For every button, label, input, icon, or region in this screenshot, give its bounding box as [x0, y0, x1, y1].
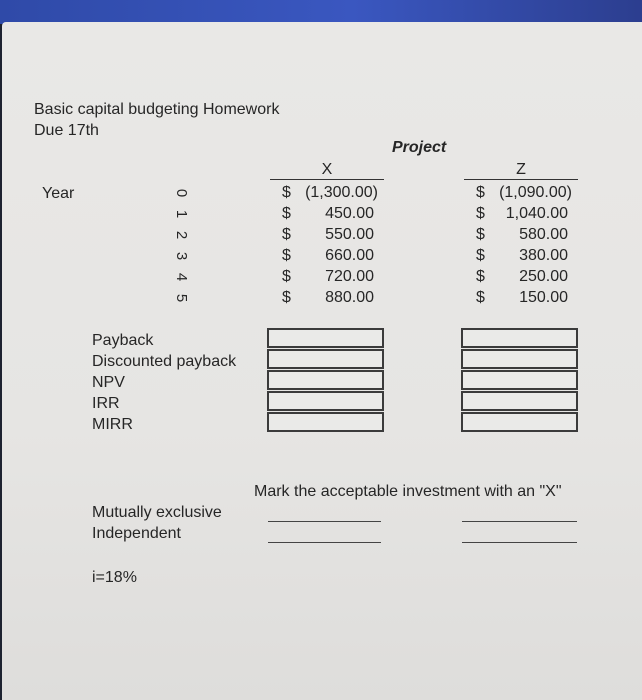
- z-npv-box[interactable]: [461, 370, 578, 390]
- x-y4-symbol: $: [282, 268, 291, 285]
- x-y4-amount: 720.00: [325, 268, 374, 285]
- independent-label: Independent: [92, 525, 181, 542]
- year-4: 4: [173, 272, 190, 282]
- x-payback-box[interactable]: [267, 328, 384, 348]
- mutually-exclusive-label: Mutually exclusive: [92, 504, 222, 521]
- z-y4-amount: 250.00: [519, 268, 568, 285]
- year-5: 5: [173, 293, 190, 303]
- x-independent-blank[interactable]: [268, 542, 381, 543]
- x-y5-symbol: $: [282, 289, 291, 306]
- x-y0-symbol: $: [282, 184, 291, 201]
- z-y2-symbol: $: [476, 226, 485, 243]
- z-y5-symbol: $: [476, 289, 485, 306]
- z-y1-amount: 1,040.00: [505, 205, 568, 222]
- x-y3-symbol: $: [282, 247, 291, 264]
- x-y1-symbol: $: [282, 205, 291, 222]
- z-y0-amount: (1,090.00): [499, 184, 572, 201]
- project-z-name: Z: [516, 161, 526, 178]
- year-2: 2: [173, 230, 190, 240]
- metric-npv-label: NPV: [92, 374, 125, 391]
- year-0: 0: [173, 188, 190, 198]
- z-y3-amount: 380.00: [519, 247, 568, 264]
- z-y0-symbol: $: [476, 184, 485, 201]
- z-independent-blank[interactable]: [462, 542, 577, 543]
- project-z-underline: [464, 179, 578, 180]
- year-3: 3: [173, 251, 190, 261]
- metric-discounted-payback-label: Discounted payback: [92, 353, 237, 370]
- x-y1-amount: 450.00: [325, 205, 374, 222]
- project-x-name: X: [321, 161, 333, 178]
- x-y2-amount: 550.00: [325, 226, 374, 243]
- x-mutually-exclusive-blank[interactable]: [268, 521, 381, 522]
- homework-sheet: [2, 22, 642, 700]
- z-y1-symbol: $: [476, 205, 485, 222]
- metric-irr-label: IRR: [92, 395, 120, 412]
- project-x-underline: [270, 179, 384, 180]
- x-y3-amount: 660.00: [325, 247, 374, 264]
- x-discounted-payback-box[interactable]: [267, 349, 384, 369]
- z-payback-box[interactable]: [461, 328, 578, 348]
- z-y3-symbol: $: [476, 247, 485, 264]
- interest-rate: i=18%: [92, 569, 137, 586]
- x-npv-box[interactable]: [267, 370, 384, 390]
- metric-payback-label: Payback: [92, 332, 154, 349]
- z-irr-box[interactable]: [461, 391, 578, 411]
- x-y5-amount: 880.00: [325, 289, 374, 306]
- year-1: 1: [173, 209, 190, 219]
- x-mirr-box[interactable]: [267, 412, 384, 432]
- year-label: Year: [42, 185, 75, 202]
- z-y5-amount: 150.00: [519, 289, 568, 306]
- metric-mirr-label: MIRR: [92, 416, 133, 433]
- z-y2-amount: 580.00: [519, 226, 568, 243]
- x-y0-amount: (1,300.00): [305, 184, 378, 201]
- due-date: Due 17th: [34, 122, 99, 139]
- z-discounted-payback-box[interactable]: [461, 349, 578, 369]
- project-heading: Project: [392, 139, 447, 156]
- top-edge-band: [0, 0, 642, 24]
- z-y4-symbol: $: [476, 268, 485, 285]
- x-irr-box[interactable]: [267, 391, 384, 411]
- sheet-title: Basic capital budgeting Homework: [34, 101, 280, 118]
- mark-instruction: Mark the acceptable investment with an "X": [254, 483, 562, 500]
- x-y2-symbol: $: [282, 226, 291, 243]
- z-mirr-box[interactable]: [461, 412, 578, 432]
- z-mutually-exclusive-blank[interactable]: [462, 521, 577, 522]
